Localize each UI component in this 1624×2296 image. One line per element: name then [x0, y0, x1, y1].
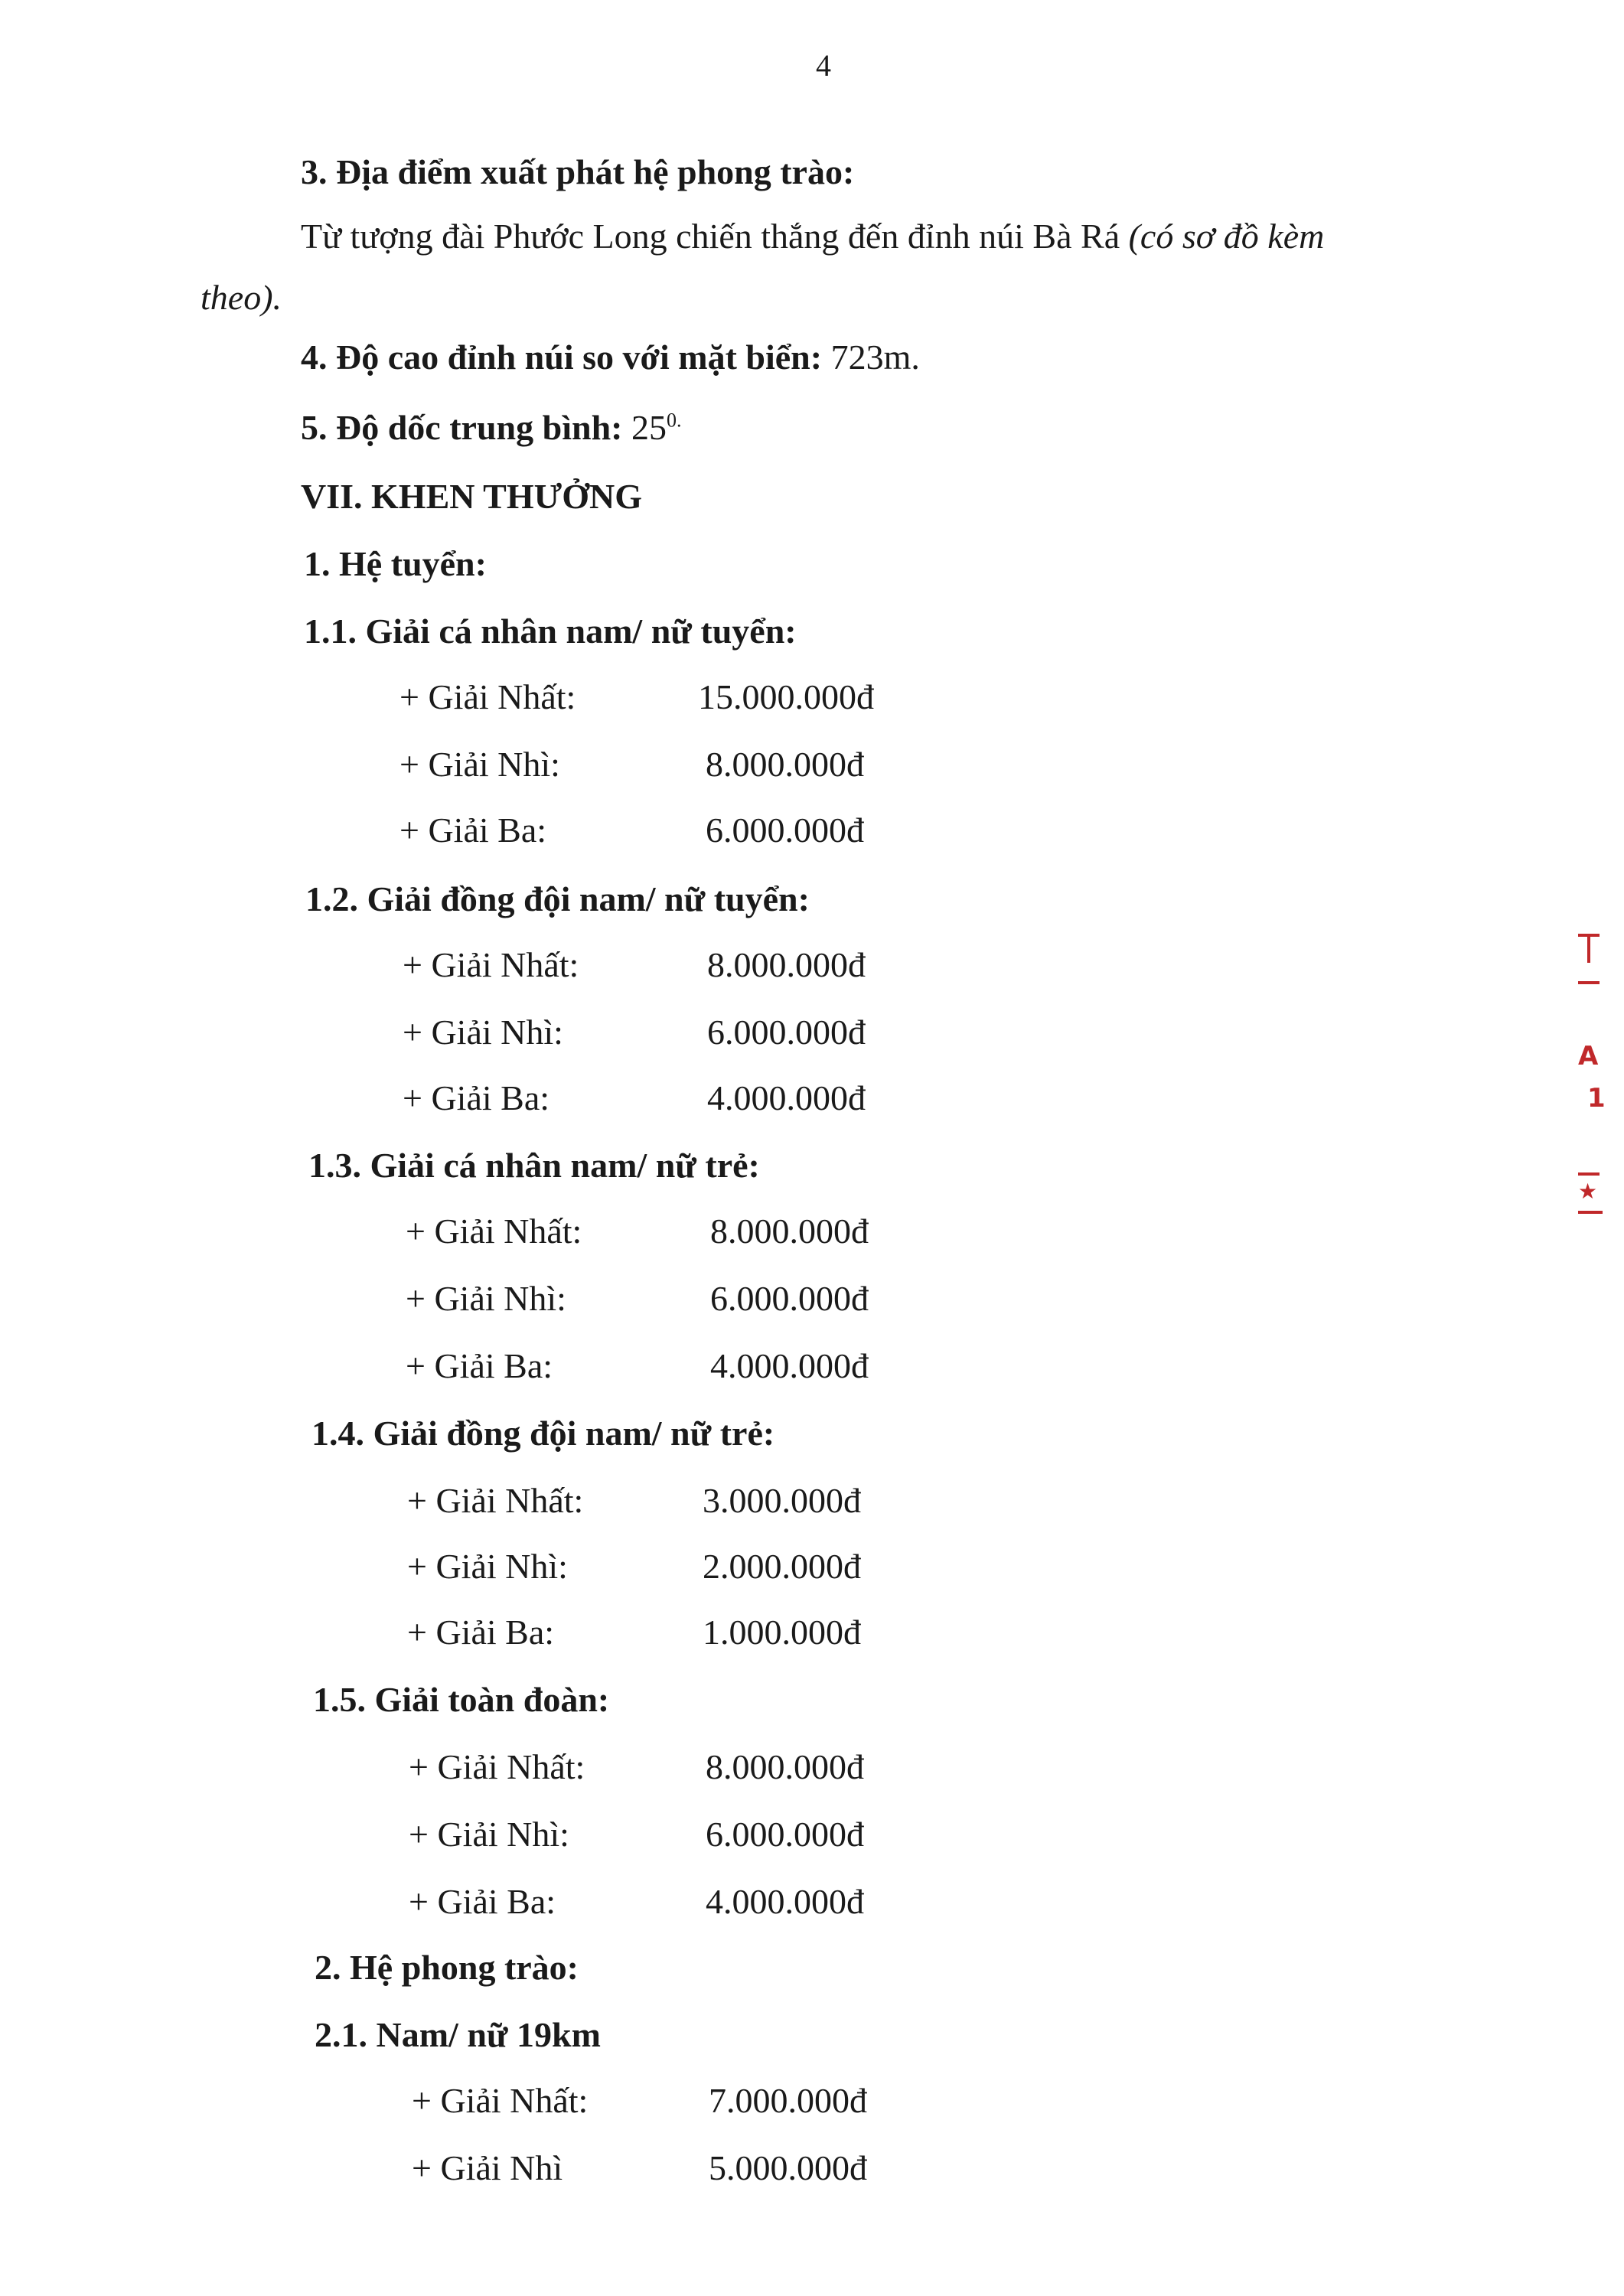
section-5 [301, 407, 681, 448]
section-5-superscript: 0. [666, 409, 682, 432]
prize-label: + Giải Ba: [407, 1613, 555, 1652]
group-2-1-title: 2.1. Nam/ nữ 19km [315, 2015, 601, 2054]
section-3-text [301, 216, 1324, 256]
prize-amount: 8.000.000đ [707, 945, 866, 984]
prize-label: + Giải Ba: [409, 1882, 556, 1921]
group-1-4-title: 1.4. Giải đồng đội nam/ nữ trẻ: [311, 1414, 775, 1453]
prize-label: + Giải Nhì: [403, 1013, 563, 1052]
prize-label: + Giải Nhì: [409, 1815, 569, 1854]
he-phong-trao-heading: 2. Hệ phong trào: [315, 1948, 579, 1987]
stamp-bar [1578, 1211, 1603, 1214]
prize-amount: 6.000.000đ [710, 1279, 869, 1318]
prize-label: + Giải Nhì: [406, 1279, 566, 1318]
stamp-bar [1578, 1172, 1600, 1176]
section-4 [301, 337, 920, 377]
stamp-fragment [1569, 926, 1615, 1232]
group-1-3-title: 1.3. Giải cá nhân nam/ nữ trẻ: [308, 1146, 760, 1185]
prize-amount: 7.000.000đ [709, 2081, 867, 2120]
prize-label: + Giải Ba: [406, 1346, 553, 1385]
prize-label: + Giải Nhất: [403, 945, 579, 984]
prize-amount: 3.000.000đ [703, 1481, 861, 1520]
he-tuyen-heading: 1. Hệ tuyển: [304, 544, 487, 583]
section-4-value: 723m. [830, 338, 920, 377]
prize-amount: 6.000.000đ [706, 1815, 864, 1854]
prize-amount: 6.000.000đ [706, 810, 864, 850]
prize-amount: 8.000.000đ [706, 1747, 864, 1786]
group-1-5-title: 1.5. Giải toàn đoàn: [313, 1680, 610, 1719]
section-4-label: 4. Độ cao đỉnh núi so với mặt biển: [301, 338, 831, 377]
group-1-1-title: 1.1. Giải cá nhân nam/ nữ tuyển: [304, 612, 797, 651]
stamp-bar [1587, 937, 1590, 963]
stamp-bar [1578, 981, 1600, 984]
prize-label: + Giải Nhì: [399, 745, 560, 784]
prize-label: + Giải Nhất: [406, 1212, 582, 1251]
prize-label: + Giải Nhì [412, 2148, 563, 2187]
prize-amount: 6.000.000đ [707, 1013, 866, 1052]
prize-amount: 5.000.000đ [709, 2148, 867, 2187]
section-5-label: 5. Độ dốc trung bình: [301, 408, 631, 447]
prize-amount: 8.000.000đ [706, 745, 864, 784]
section-3-text-continued: theo). [201, 278, 282, 317]
stamp-letter: A [1578, 1041, 1599, 1071]
group-1-2-title: 1.2. Giải đồng đội nam/ nữ tuyển: [305, 879, 810, 918]
page-number: 4 [816, 48, 831, 83]
section-5-value: 25 [631, 408, 667, 447]
prize-label: + Giải Ba: [399, 810, 547, 850]
stamp-letter: 1 [1587, 1083, 1606, 1114]
star-icon: ★ [1578, 1179, 1598, 1204]
prize-label: + Giải Nhất: [409, 1747, 585, 1786]
prize-amount: 2.000.000đ [703, 1547, 861, 1586]
prize-label: + Giải Nhất: [412, 2081, 589, 2120]
section-vii-heading: VII. KHEN THƯỞNG [301, 477, 643, 516]
prize-amount: 4.000.000đ [710, 1346, 869, 1385]
prize-label: + Giải Nhì: [407, 1547, 568, 1586]
section-3-heading: 3. Địa điểm xuất phát hệ phong trào: [301, 152, 855, 191]
prize-amount: 4.000.000đ [707, 1078, 866, 1117]
prize-amount: 1.000.000đ [703, 1613, 861, 1652]
prize-label: + Giải Nhất: [399, 677, 576, 716]
section-3-text-main: Từ tượng đài Phước Long chiến thắng đến đỉnh núi Bà Rá [301, 217, 1129, 256]
prize-amount: 4.000.000đ [706, 1882, 864, 1921]
prize-label: + Giải Ba: [403, 1078, 550, 1117]
prize-label: + Giải Nhất: [407, 1481, 584, 1520]
prize-amount: 8.000.000đ [710, 1212, 869, 1251]
section-3-text-italic: (có sơ đồ kèm [1128, 217, 1325, 256]
prize-amount: 15.000.000đ [698, 677, 874, 716]
